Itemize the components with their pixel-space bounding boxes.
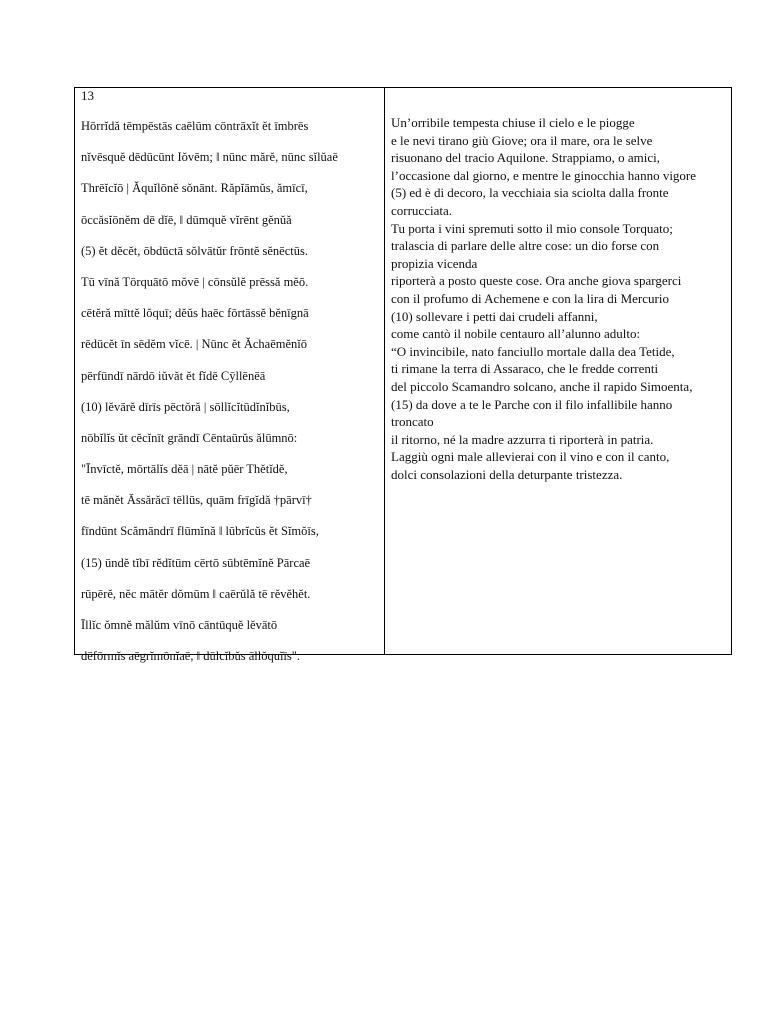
italian-line: dolci consolazioni della deturpante tristezza. <box>391 466 623 482</box>
latin-line: ōccăsĭōnĕm dē dĭē, ‖ dūmquĕ vĭrēnt gĕnŭă <box>81 212 292 227</box>
latin-text <box>81 118 381 679</box>
italian-line: e le nevi tirano giù Giove; ora il mare, ora le selve <box>391 132 653 148</box>
latin-line: pērfūndī nārdō iŭvăt ĕt fĭdē Cȳllēnēā <box>81 368 266 383</box>
italian-line: Tu porta i vini spremuti sotto il mio console Torquato; <box>391 220 673 236</box>
latin-line: (10) lĕvārĕ dīrīs pēctŏră | sōllĭcĭtūdĭnĭbūs, <box>81 399 290 414</box>
latin-line: (5) ĕt dĕcĕt, ōbdūctā sŏlvātŭr frōntĕ sĕnēctūs. <box>81 243 308 258</box>
latin-line: Īllĭc ŏmnĕ mălŭm vīnō cāntūquĕ lĕvātō <box>81 618 278 632</box>
italian-column <box>385 88 731 654</box>
latin-line: dēfōrmĭs aēgrĭmōnĭaē, ‖ dūlcĭbŭs āllŏquĭīs". <box>81 649 300 664</box>
italian-line: “O invincibile, nato fanciullo mortale dalla dea Tetide, <box>391 343 675 359</box>
italian-line: come cantò il nobile centauro all’alunno adulto: <box>391 326 641 342</box>
italian-line: Laggiù ogni male allevierai con il vino e con il canto, <box>391 449 670 465</box>
latin-line: (15) ūndĕ tĭbī rĕdĭtūm cērtō sūbtēmĭnĕ Pārcaē <box>81 555 311 570</box>
italian-line: corrucciata. <box>391 202 452 218</box>
latin-line: rūpērĕ, nĕc mātĕr dŏmūm ‖ caērŭlă tē rĕvĕhĕt. <box>81 586 311 601</box>
translation-table <box>74 87 732 664</box>
italian-line: del piccolo Scamandro solcano, anche il rapido Simoenta, <box>391 378 693 394</box>
latin-line: "Īnvīctĕ, mōrtālĭs dĕā | nātĕ pŭēr Thĕtĭdĕ, <box>81 462 288 477</box>
italian-text <box>391 114 733 483</box>
italian-line: ti rimane la terra di Assaraco, che le fredde correnti <box>391 361 659 377</box>
latin-line: fīndūnt Scămāndrī flūmĭnă ‖ lūbrĭcŭs ĕt Sĭmŏīs, <box>81 524 319 539</box>
italian-line: propizia vicenda <box>391 255 478 271</box>
italian-line: con il profumo di Achemene e con la lira di Mercurio <box>391 290 669 306</box>
italian-line: (10) sollevare i petti dai crudeli affanni, <box>391 308 598 324</box>
latin-line: Tū vīnă Tōrquātō mŏvē | cōnsŭlĕ prēssă mĕō. <box>81 274 309 289</box>
italian-line: troncato <box>391 414 434 430</box>
italian-line: (5) ed è di decoro, la vecchiaia sia sciolta dalla fronte <box>391 185 669 201</box>
italian-line: l’occasione dal giorno, e mentre le ginocchia hanno vigore <box>391 167 697 183</box>
latin-line: nōbĭlĭs ŭt cĕcĭnīt grāndī Cēntaūrŭs ălūmnō: <box>81 430 298 445</box>
italian-line: riporterà a posto queste cose. Ora anche giova spargerci <box>391 273 682 289</box>
latin-line: Thrēĭcĭō | Ăquĭlōnĕ sŏnānt. Răpĭāmŭs, ămīcī, <box>81 181 308 196</box>
poem-number: 13 <box>81 88 94 103</box>
latin-line: rēdūcĕt īn sēdĕm vĭcē. | Nūnc ĕt Ăchaēmĕnĭō <box>81 337 308 352</box>
latin-column <box>75 88 385 664</box>
italian-line: Un’orribile tempesta chiuse il cielo e le piogge <box>391 115 635 130</box>
italian-line: (15) da dove a te le Parche con il filo infallibile hanno <box>391 396 673 412</box>
latin-line: tē mănĕt Āssărăcī tēllūs, quām frīgĭdă †pārvī† <box>81 493 312 508</box>
latin-line: nĭvēsquĕ dēdūcūnt Iŏvēm; ‖ nūnc mărĕ, nūnc sĭlŭaē <box>81 150 338 165</box>
italian-line: risuonano del tracio Aquilone. Strappiamo, o amici, <box>391 150 660 166</box>
italian-line: il ritorno, né la madre azzurra ti riporterà in patria. <box>391 431 654 447</box>
latin-line: Hōrrĭdă tēmpēstās caēlūm cōntrāxĭt ĕt īmbrēs <box>81 119 309 133</box>
latin-line: cētĕră mīttĕ lŏquī; dĕŭs haēc fōrtāssĕ bĕnīgnā <box>81 306 309 321</box>
italian-line: tralascia di parlare delle altre cose: un dio forse con <box>391 238 660 254</box>
